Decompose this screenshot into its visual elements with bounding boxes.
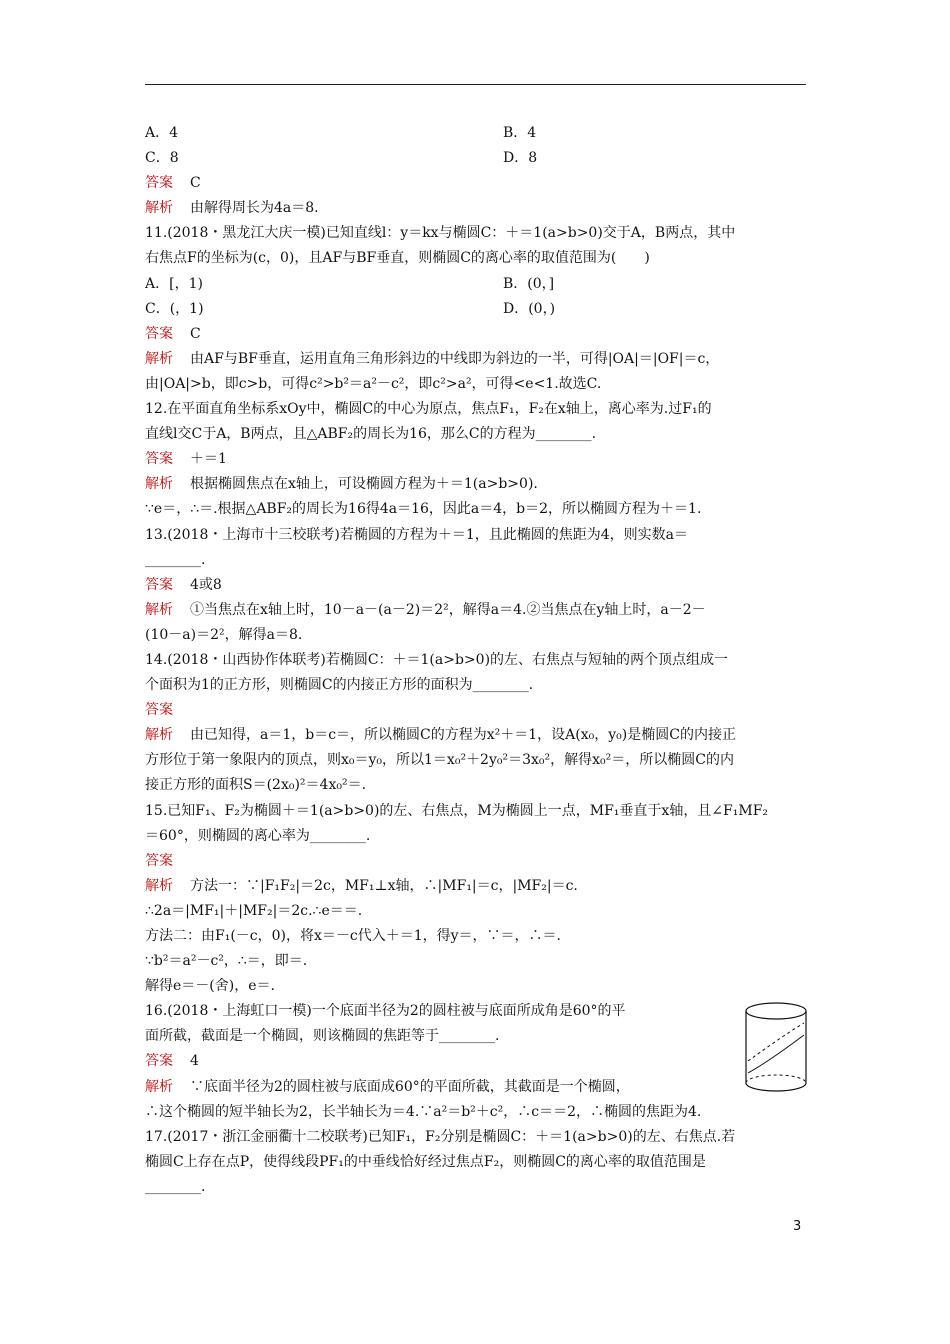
text-line: 直线l交C于A，B两点，且△ABF₂的周长为16，那么C的方程为________.	[145, 426, 597, 443]
analysis-tag: 解析	[145, 200, 173, 217]
answer-line	[145, 447, 810, 472]
answer-tag: 答案	[145, 852, 173, 869]
options-row	[145, 272, 810, 297]
text-line: 14.(2018・山西协作体联考)若椭圆C：＋＝1(a>b>0)的左、右焦点与短轴的两个顶点组成一	[145, 651, 729, 668]
analysis-text: 由解得周长为4a＝8.	[190, 200, 319, 217]
text-line: ________.	[145, 1178, 206, 1195]
text-line: ＝60°，则椭圆的离心率为________.	[145, 827, 371, 844]
text-line: 12.在平面直角坐标系xOy中，椭圆C的中心为原点，焦点F₁，F₂在x轴上，离心率为.过F₁的	[145, 401, 712, 418]
text-line: 15.已知F₁、F₂为椭圆＋＝1(a>b>0)的左、右焦点，M为椭圆上一点，MF₁垂直于x轴，且∠F₁MF₂	[145, 802, 769, 819]
answer-line	[145, 698, 810, 723]
analysis-tag: 解析	[145, 601, 173, 618]
analysis-line	[145, 1075, 810, 1100]
analysis-line	[145, 723, 810, 748]
text-line: 个面积为1的正方形，则椭圆C的内接正方形的面积为________.	[145, 677, 534, 694]
answer-line	[145, 171, 810, 196]
analysis-tag: 解析	[145, 727, 173, 744]
analysis-line	[145, 347, 810, 372]
answer-text: C	[190, 175, 201, 192]
analysis-tag: 解析	[145, 1078, 173, 1095]
answer-line	[145, 573, 810, 598]
answer-line	[145, 1049, 810, 1074]
analysis-text: 方法一：∵|F₁F₂|＝2c，MF₁⊥x轴，∴|MF₁|＝c，|MF₂|＝c.	[190, 877, 578, 894]
text-line: ________.	[145, 551, 206, 568]
text-line: 17.(2017・浙江金丽衢十二校联考)已知F₁，F₂分别是椭圆C：＋＝1(a>b>0)的左、右焦点.若	[145, 1128, 736, 1145]
text-line: ∵b²＝a²－c²，∴＝，即＝.	[145, 953, 308, 970]
text-line: 11.(2018・黑龙江大庆一模)已知直线l：y＝kx与椭圆C：＋＝1(a>b>0)交于A，B两点，其中	[145, 225, 736, 242]
text-line: 接正方形的面积S＝(2x₀)²＝4x₀²＝.	[145, 777, 367, 794]
answer-line	[145, 849, 810, 874]
option-right: B．(0，]	[503, 275, 555, 292]
text-line: 方形位于第一象限内的顶点，则x₀＝y₀，所以1＝x₀²＋2y₀²＝3x₀²，解得x₀²＝，所以椭圆C的内	[145, 752, 734, 769]
analysis-line	[145, 874, 810, 899]
text-line: 16.(2018・上海虹口一模)一个底面半径为2的圆柱被与底面所成角是60°的平	[145, 1003, 626, 1020]
analysis-text: ①当焦点在x轴上时，10－a－(a－2)＝2²，解得a＝4.②当焦点在y轴上时，a－2－	[190, 601, 706, 618]
answer-tag: 答案	[145, 576, 173, 593]
text-line: 右焦点F的坐标为(c，0)，且AF与BF垂直，则椭圆C的离心率的取值范围为( )	[145, 250, 650, 267]
cylinder-figure	[742, 999, 810, 1099]
analysis-line	[145, 196, 810, 221]
analysis-text: ∵底面半径为2的圆柱被与底面成60°的平面所截，其截面是一个椭圆，	[190, 1078, 630, 1095]
answer-line	[145, 322, 810, 347]
option-left: C．8	[145, 150, 179, 167]
text-line: ∴这个椭圆的短半轴长为2，长半轴长为＝4.∵a²＝b²＋c²，∴c＝＝2，∴椭圆的焦距为4.	[145, 1103, 702, 1120]
analysis-tag: 解析	[145, 476, 173, 493]
answer-tag: 答案	[145, 325, 173, 342]
analysis-line	[145, 472, 810, 497]
analysis-tag: 解析	[145, 350, 173, 367]
answer-tag: 答案	[145, 175, 173, 192]
analysis-text: 由已知得，a＝1，b＝c＝，所以椭圆C的方程为x²＋＝1，设A(x₀，y₀)是椭圆C的内接正	[190, 727, 736, 744]
text-line: 由|OA|>b，即c>b，可得c²>b²＝a²－c²，即c²>a²，可得<e<1.故选C.	[145, 375, 602, 392]
analysis-text: 由AF与BF垂直，运用直角三角形斜边的中线即为斜边的一半，可得|OA|＝|OF|＝c，	[190, 350, 720, 367]
answer-text: 4	[190, 1053, 199, 1070]
document-body	[145, 121, 810, 1200]
option-right: D．(0，)	[503, 300, 556, 317]
answer-tag: 答案	[145, 451, 173, 468]
analysis-line	[145, 598, 810, 623]
answer-tag: 答案	[145, 1053, 173, 1070]
answer-text: 4或8	[190, 576, 222, 593]
text-line: ∵e＝，∴＝.根据△ABF₂的周长为16得4a＝16，因此a＝4，b＝2，所以椭圆方程为＋＝1.	[145, 501, 702, 518]
options-row	[145, 121, 810, 146]
header-rule	[145, 84, 806, 85]
text-line: 解得e＝－(舍)，e＝.	[145, 978, 275, 995]
option-right: D．8	[503, 150, 538, 167]
option-left: C．(，1)	[145, 300, 204, 317]
options-row	[145, 146, 810, 171]
option-left: A．[，1)	[145, 275, 203, 292]
text-line: ∴2a＝|MF₁|＋|MF₂|＝2c.∴e＝＝.	[145, 902, 363, 919]
options-row	[145, 297, 810, 322]
analysis-tag: 解析	[145, 877, 173, 894]
analysis-text: 根据椭圆焦点在x轴上，可设椭圆方程为＋＝1(a>b>0).	[190, 476, 538, 493]
answer-tag: 答案	[145, 702, 173, 719]
text-line: 方法二：由F₁(－c，0)，将x＝－c代入＋＝1，得y＝，∵＝，∴＝.	[145, 928, 561, 944]
text-line: 13.(2018・上海市十三校联考)若椭圆的方程为＋＝1，且此椭圆的焦距为4，则实数a＝	[145, 526, 688, 543]
text-line: (10－a)＝2²，解得a＝8.	[145, 626, 303, 643]
answer-text: C	[190, 325, 201, 342]
text-line: 面所截，截面是一个椭圆，则该椭圆的焦距等于________.	[145, 1028, 500, 1045]
text-line: 椭圆C上存在点P，使得线段PF₁的中垂线恰好经过焦点F₂，则椭圆C的离心率的取值范围是	[145, 1153, 706, 1170]
answer-text: ＋＝1	[190, 451, 227, 468]
page-number: 3	[793, 1219, 802, 1234]
option-left: A．4	[145, 125, 179, 141]
option-right: B．4	[503, 125, 537, 141]
